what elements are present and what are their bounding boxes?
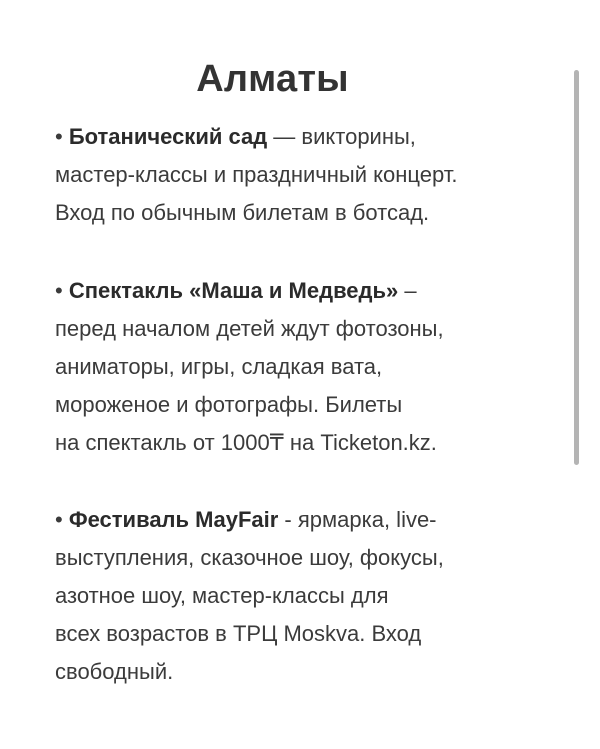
event-text-line: свободный. xyxy=(55,659,174,684)
section-first-line xyxy=(55,272,555,310)
event-mayfair-festival xyxy=(55,501,555,691)
event-text-line: мороженое и фотографы. Билеты xyxy=(55,392,403,417)
bullet: • xyxy=(55,278,63,303)
section-first-line xyxy=(55,118,555,156)
event-text: – xyxy=(398,278,417,303)
event-text-line: перед началом детей ждут фотозоны, xyxy=(55,316,444,341)
event-text-line: мастер-классы и праздничный концерт. xyxy=(55,162,458,187)
event-botanical-garden xyxy=(55,118,555,232)
event-title: Спектакль «Маша и Медведь» xyxy=(68,278,399,303)
event-text: — викторины, xyxy=(267,124,416,149)
event-text-line: азотное шоу, мастер-классы для xyxy=(55,583,389,608)
event-text-line: всех возрастов в ТРЦ Moskva. Вход xyxy=(55,621,422,646)
page-title: Алматы xyxy=(196,58,349,100)
event-text-line: выступления, сказочное шоу, фокусы, xyxy=(55,545,444,570)
event-title: Фестиваль MayFair xyxy=(68,507,279,532)
event-title: Ботанический сад xyxy=(68,124,268,149)
event-masha-and-bear xyxy=(55,272,555,462)
event-text-line: на спектакль от 1000₸ на Ticketon.kz. xyxy=(55,430,437,455)
event-text-line: аниматоры, игры, сладкая вата, xyxy=(55,354,383,379)
bullet: • xyxy=(55,124,63,149)
event-text-line: Вход по обычным билетам в ботсад. xyxy=(55,200,430,225)
event-text: - ярмарка, live- xyxy=(278,507,437,532)
bullet: • xyxy=(55,507,63,532)
section-first-line xyxy=(55,501,555,539)
vertical-scrollbar[interactable] xyxy=(574,70,579,465)
